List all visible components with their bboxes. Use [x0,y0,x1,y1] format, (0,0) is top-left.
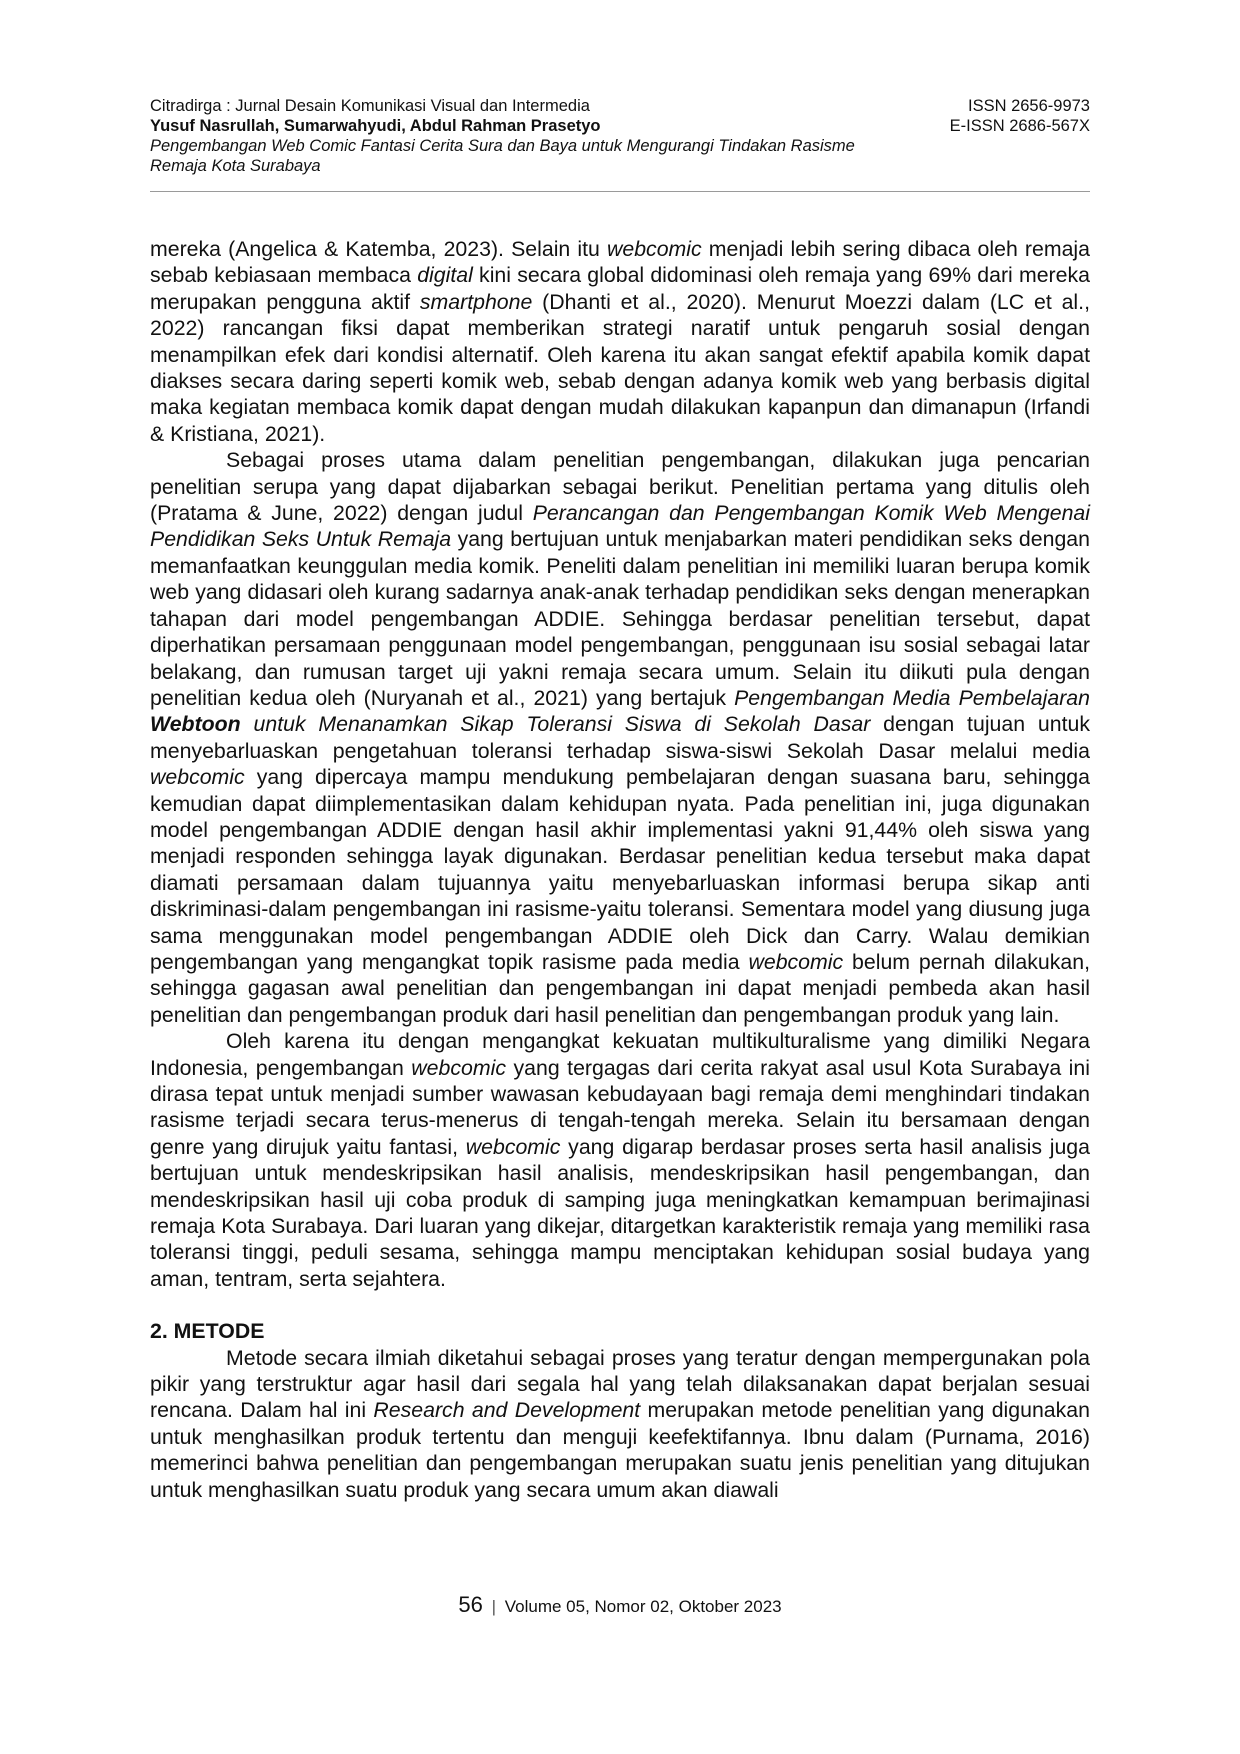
page-footer [0,1592,1240,1618]
eissn: E-ISSN 2686-567X [949,117,1090,135]
paragraph-1: mereka (Angelica & Katemba, 2023). Selain itu webcomic menjadi lebih sering dibaca oleh remaja sebab kebiasaan membaca digital kini secara global didominasi oleh remaja yang 69% dari mereka merupakan pengguna aktif smartphone (Dhanti et al., 2020). Menurut Moezzi dalam (LC et al., 2022) rancangan fiksi dapat memberikan strategi naratif untuk pengaruh sosial dengan menampilkan efek dari kondisi alternatif. Oleh karena itu akan sangat efektif apabila komik dapat diakses secara daring seperti komik web, sebab dengan adanya komik web yang berbasis digital maka kegiatan membaca komik dapat dengan mudah dilakukan kapanpun dan dimanapun (Irfandi & Kristiana, 2021). [150,237,1090,446]
body-text [150,236,1090,1503]
header-article-title: Pengembangan Web Comic Fantasi Cerita Sura dan Baya untuk Mengurangi Tindakan Rasisme Remaja Kota Surabaya [150,137,855,175]
header-authors: Yusuf Nasrullah, Sumarwahyudi, Abdul Rahman Prasetyo [150,117,601,135]
paragraph-2: Sebagai proses utama dalam penelitian pengembangan, dilakukan juga pencarian penelitian serupa yang dapat dijabarkan sebagai berikut. Penelitian pertama yang ditulis oleh (Pratama & June, 2022) dengan judul Perancangan dan Pengembangan Komik Web Mengenai Pendidikan Seks Untuk Remaja yang bertujuan untuk menjabarkan materi pendidikan seks dengan memanfaatkan keunggulan media komik. Peneliti dalam penelitian ini memiliki luaran berupa komik web yang didasari oleh kurang sadarnya anak-anak terhadap pendidikan seks dengan menerapkan tahapan dari model pengembangan ADDIE. Sehingga berdasar penelitian tersebut, dapat diperhatikan persamaan penggunaan model pengembangan, penggunaan isu sosial sebagai latar belakang, dan rumusan target uji yakni remaja secara umum. Selain itu diikuti pula dengan penelitian kedua oleh (Nuryanah et al., 2021) yang bertajuk Pengembangan Media Pembelajaran Webtoon untuk Menanamkan Sikap Toleransi Siswa di Sekolah Dasar dengan tujuan untuk menyebarluaskan pengetahuan toleransi terhadap siswa-siswi Sekolah Dasar melalui media webcomic yang dipercaya mampu mendukung pembelajaran dengan suasana baru, sehingga kemudian dapat diimplementasikan dalam kehidupan nyata. Pada penelitian ini, juga digunakan model pengembangan ADDIE dengan hasil akhir implementasi yakni 91,44% oleh siswa yang menjadi responden sehingga layak digunakan. Berdasar penelitian kedua tersebut maka dapat diamati persamaan dalam tujuannya yaitu menyebarluaskan informasi berupa sikap anti diskriminasi-dalam pengembangan ini rasisme-yaitu toleransi. Sementara model yang diusung juga sama menggunakan model pengembangan ADDIE oleh Dick dan Carry. Walau demikian pengembangan yang mengangkat topik rasisme pada media webcomic belum pernah dilakukan, sehingga gagasan awal penelitian dan pengembangan ini dapat menjadi pembeda akan hasil penelitian dan pengembangan produk dari hasil penelitian dan pengembangan produk yang lain. [150,448,1090,1027]
page-number: 56 [458,1592,483,1617]
section-heading-metode: 2. METODE [150,1319,265,1344]
volume-info: Volume 05, Nomor 02, Oktober 2023 [504,1597,782,1616]
issn: ISSN 2656-9973 [967,97,1090,115]
footer-separator: | [491,1597,496,1616]
header-right [890,96,1090,136]
header-left [150,96,880,176]
paragraph-3: Oleh karena itu dengan mengangkat kekuatan multikulturalisme yang dimiliki Negara Indonesia, pengembangan webcomic yang tergagas dari cerita rakyat asal usul Kota Surabaya ini dirasa tepat untuk menjadi sumber wawasan kebudayaan bagi remaja demi menghindari tindakan rasisme terjadi secara terus-menerus di tengah-tengah mereka. Selain itu bersamaan dengan genre yang dirujuk yaitu fantasi, webcomic yang digarap berdasar proses serta hasil analisis juga bertujuan untuk mendeskripsikan hasil analisis, mendeskripsikan hasil pengembangan, dan mendeskripsikan hasil uji coba produk di samping juga meningkatkan kemampuan berimajinasi remaja Kota Surabaya. Dari luaran yang dikejar, ditargetkan karakteristik remaja yang memiliki rasa toleransi tinggi, peduli sesama, sehingga mampu menciptakan kehidupan sosial budaya yang aman, tentram, serta sejahtera. [150,1029,1090,1291]
paragraph-metode: Metode secara ilmiah diketahui sebagai proses yang teratur dengan mempergunakan pola pikir yang terstruktur agar hasil dari segala hal yang telah dilaksanakan dapat berjalan sesuai rencana. Dalam hal ini Research and Development merupakan metode penelitian yang digunakan untuk menghasilkan produk tertentu dan menguji keefektifannya. Ibnu dalam (Purnama, 2016) memerinci bahwa penelitian dan pengembangan merupakan suatu jenis penelitian yang ditujukan untuk menghasilkan suatu produk yang secara umum akan diawali [150,1345,1090,1502]
running-header [150,96,1090,192]
journal-name: Citradirga : Jurnal Desain Komunikasi Visual dan Intermedia [150,97,590,115]
